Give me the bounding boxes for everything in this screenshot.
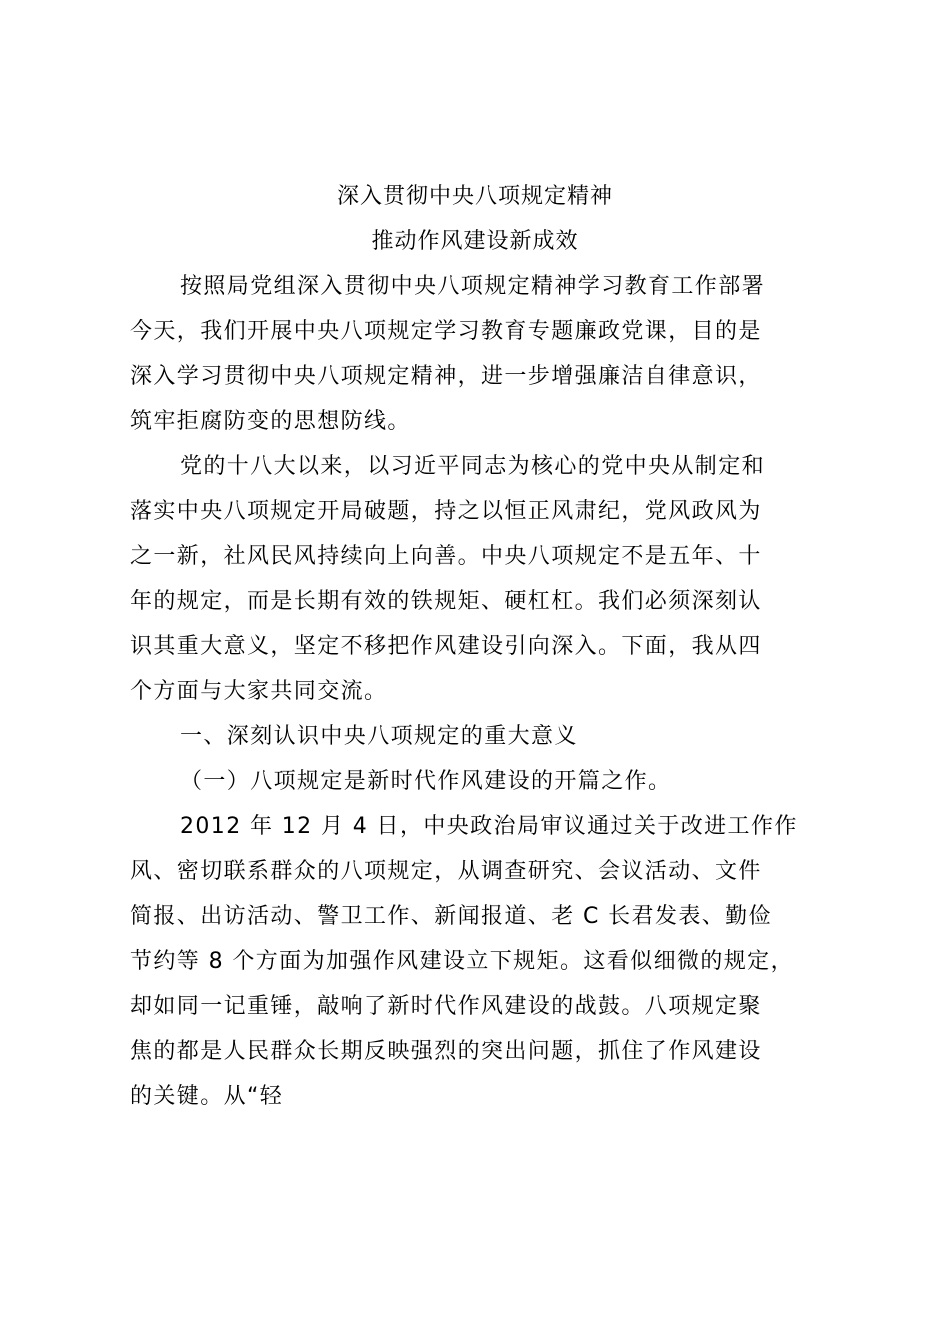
document-title-line-1: 深入贯彻中央八项规定精神 [336, 184, 613, 209]
paragraph-2-line-2: 落实中央八项规定开局破题，持之以恒正风肃纪，党风政风为 [130, 499, 762, 524]
paragraph-1-line-3: 深入学习贯彻中央八项规定精神，进一步增强廉洁自律意识， [130, 364, 762, 389]
paragraph-3-line-1: 2012 年 12 月 4 日，中央政治局审议通过关于改进工作作 [180, 814, 798, 839]
paragraph-3-line-3: 简报、出访活动、警卫工作、新闻报道、老 C 长君发表、勤俭 [130, 904, 772, 929]
paragraph-1-line-1: 按照局党组深入贯彻中央八项规定精神学习教育工作部署 [180, 274, 766, 299]
paragraph-3-line-4: 节约等 8 个方面为加强作风建设立下规矩。这看似细微的规定， [130, 949, 794, 974]
document-title-line-2: 推动作风建设新成效 [371, 229, 579, 254]
subsection-heading-1: （一）八项规定是新时代作风建设的开篇之作。 [180, 769, 672, 794]
paragraph-2-line-1: 党的十八大以来，以习近平同志为核心的党中央从制定和 [180, 454, 766, 479]
paragraph-2-line-6: 个方面与大家共同交流。 [130, 679, 388, 704]
section-heading-1: 一、深刻认识中央八项规定的重大意义 [180, 724, 578, 749]
paragraph-3-line-6: 焦的都是人民群众长期反映强烈的突出问题，抓住了作风建设 [130, 1039, 762, 1064]
paragraph-1-line-4: 筑牢拒腐防变的思想防线。 [130, 409, 411, 434]
paragraph-2-line-3: 之一新，社风民风持续向上向善。中央八项规定不是五年、十 [130, 544, 762, 569]
paragraph-3-line-7: 的关键。从“轻 [130, 1084, 284, 1109]
paragraph-2-line-5: 识其重大意义，坚定不移把作风建设引向深入。下面，我从四 [130, 634, 762, 659]
paragraph-1-line-2: 今天，我们开展中央八项规定学习教育专题廉政党课，目的是 [130, 319, 762, 344]
paragraph-2-line-4: 年的规定，而是长期有效的铁规矩、硬杠杠。我们必须深刻认 [130, 589, 762, 614]
paragraph-3-line-5: 却如同一记重锤，敲响了新时代作风建设的战鼓。八项规定聚 [130, 994, 762, 1019]
paragraph-3-line-2: 风、密切联系群众的八项规定，从调查研究、会议活动、文件 [130, 859, 762, 884]
